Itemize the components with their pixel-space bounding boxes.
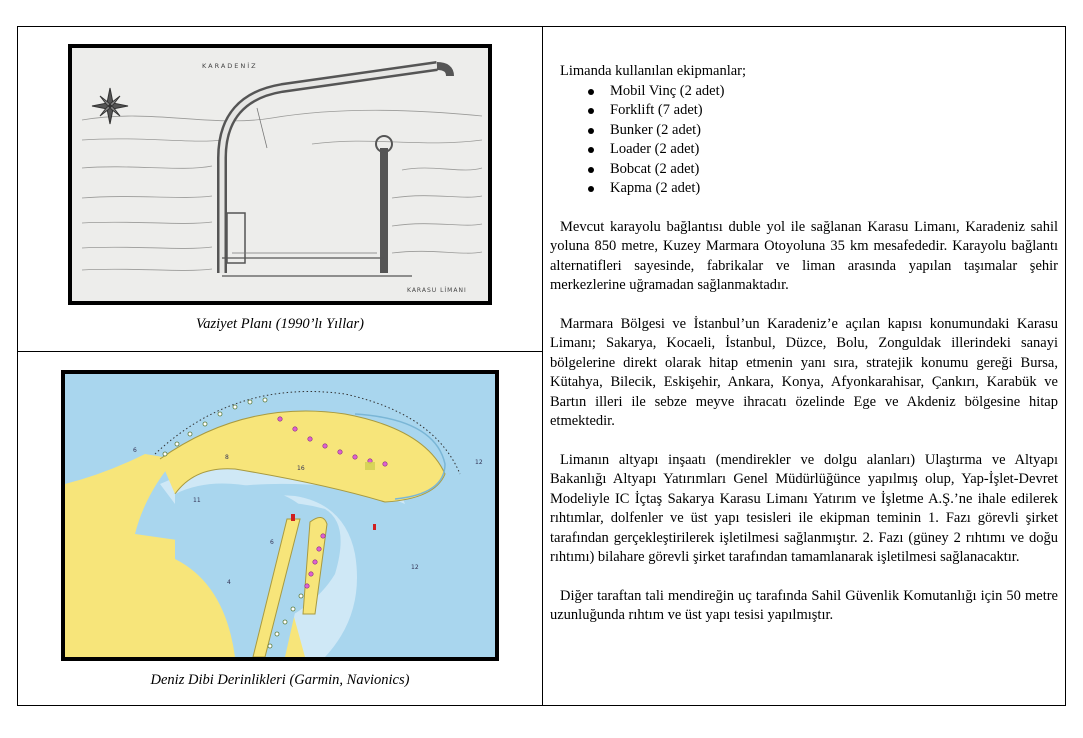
bullet-icon bbox=[588, 89, 594, 95]
list-item: Forklift (7 adet) bbox=[550, 101, 1058, 121]
description-column bbox=[550, 62, 1058, 626]
paragraph-road-connection: Mevcut karayolu bağlantısı duble yol ile sağlanan Karasu Limanı, Karadeniz sahil yoluna 850 metre, Kuzey Marmara Otoyoluna 35 km mesafededir. Karayolu bağlantı alternatifleri sayesinde, fabrikalar ve liman arasında yapılan taşımalar şehir merkezlerine uğramadan sağlanmaktadır. bbox=[550, 218, 1058, 293]
svg-text:6: 6 bbox=[270, 539, 274, 546]
depth-chart-image bbox=[61, 370, 499, 661]
list-item: Kapma (2 adet) bbox=[550, 179, 1058, 199]
list-item: Mobil Vinç (2 adet) bbox=[550, 82, 1058, 102]
plan-port-label: KARASU LİMANI bbox=[407, 287, 467, 294]
bullet-icon bbox=[588, 108, 594, 114]
bullet-icon bbox=[588, 186, 594, 192]
svg-text:11: 11 bbox=[193, 497, 201, 504]
list-item: Bobcat (2 adet) bbox=[550, 160, 1058, 180]
row-divider bbox=[17, 351, 543, 352]
paragraph-infrastructure: Limanın altyapı inşaatı (mendirekler ve dolgu alanları) Ulaştırma ve Altyapı Bakanlığı Altyapı Yatırımları Genel Müdürlüğünce yapılmış olup, Yap-İşlet-Devret Modeliyle IC İçtaş Sakarya Karasu Limanı Yatırım ve İşletme A.Ş.’ne ihale edilerek rıhtımlar, dolfenler ve üst yapı tesisleri ile ekipman teminin 1. Fazı görevli şirket tarafından gerçekleştirilerek işletilmesi sağlanmıştır. 2. Fazı (güney 2 rıhtımı ve doğu rıhtımı) bilahare görevli şirket tarafından tamamlanarak işletilmesi sağlanacaktır. bbox=[550, 451, 1058, 565]
paragraph-hinterland: Marmara Bölgesi ve İstanbul’un Karadeniz’e açılan kapısı konumundaki Karasu Limanı; Sakarya, Kocaeli, İstanbul, Düzce, Bolu, Zonguldak illerindeki sanayi bölgelerine direkt olarak hitap etmenin yanı sıra, stratejik konumu gereği Bursa, Kütahya, Bilecik, Eskişehir, Ankara, Konya, Afyonkarahisar, Çankırı, Karabük ve Bartın illeri ile sebze meyve ihracatı özelinde Ege ve Akdeniz bölgesine hitap etmektedir. bbox=[550, 315, 1058, 429]
column-divider bbox=[542, 26, 543, 706]
bullet-icon bbox=[588, 128, 594, 134]
svg-text:16: 16 bbox=[297, 465, 305, 472]
depth-chart-caption: Deniz Dibi Derinlikleri (Garmin, Navionics) bbox=[150, 672, 410, 688]
bullet-icon bbox=[588, 167, 594, 173]
equipment-intro: Limanda kullanılan ekipmanlar; bbox=[560, 63, 747, 79]
plan-sea-label: KARADENİZ bbox=[202, 62, 258, 70]
equipment-list bbox=[550, 82, 1058, 199]
svg-text:12: 12 bbox=[411, 564, 419, 571]
site-plan-image bbox=[68, 44, 492, 305]
site-plan-caption: Vaziyet Planı (1990’lı Yıllar) bbox=[196, 316, 364, 332]
svg-text:4: 4 bbox=[227, 579, 231, 586]
paragraph-coast-guard: Diğer taraftan tali mendireğin uç tarafında Sahil Güvenlik Komutanlığı için 50 metre uzunluğunda rıhtım ve üst yapı tesisi yapılmıştır. bbox=[550, 587, 1058, 623]
svg-text:6: 6 bbox=[133, 447, 137, 454]
bullet-icon bbox=[588, 147, 594, 153]
svg-text:8: 8 bbox=[225, 454, 229, 461]
list-item: Loader (2 adet) bbox=[550, 140, 1058, 160]
list-item: Bunker (2 adet) bbox=[550, 121, 1058, 141]
svg-text:12: 12 bbox=[475, 459, 483, 466]
